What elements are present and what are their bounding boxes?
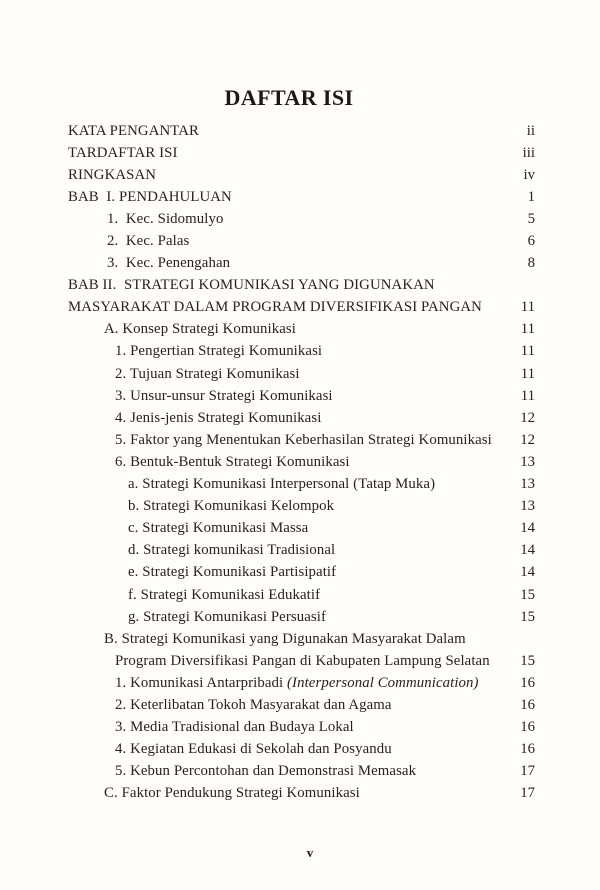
- toc-entry: [68, 429, 535, 451]
- toc-entry-page-number: 11: [520, 387, 535, 404]
- toc-entry-page-number: 17: [520, 785, 535, 802]
- toc-entry-page-number: 15: [520, 652, 535, 669]
- toc-entry-page-number: 13: [520, 476, 535, 493]
- toc-entry-page-number: ii: [526, 122, 535, 139]
- toc-entry-label: 1. Pengertian Strategi Komunikasi: [115, 343, 323, 360]
- toc-entry-label: A. Konsep Strategi Komunikasi: [104, 321, 296, 338]
- toc-entry-label: 4. Kegiatan Edukasi di Sekolah dan Posyandu: [115, 741, 392, 758]
- toc-entry-page-number: 16: [520, 674, 535, 691]
- toc-entry-page-number: 12: [520, 431, 535, 448]
- toc-entry: [68, 761, 535, 783]
- toc-entry-label: 5. Kebun Percontohan dan Demonstrasi Memasak: [115, 763, 417, 780]
- toc-entry-page-number: 12: [520, 409, 535, 426]
- toc-entry-label: BAB II. STRATEGI KOMUNIKASI YANG DIGUNAKAN: [68, 277, 435, 294]
- toc-entry: [68, 319, 535, 341]
- toc-entry-label: g. Strategi Komunikasi Persuasif: [128, 608, 327, 625]
- toc-entry: [68, 650, 535, 672]
- toc-entry: [68, 208, 535, 230]
- toc-entry-page-number: 14: [520, 564, 535, 581]
- toc-entry-label: Program Diversifikasi Pangan di Kabupaten Lampung Selatan: [115, 652, 490, 669]
- toc-entry-label: 2. Keterlibatan Tokoh Masyarakat dan Agama: [115, 696, 392, 713]
- toc-entry-page-number: 11: [520, 321, 535, 338]
- toc-entry: [68, 496, 535, 518]
- toc-entry: [68, 341, 535, 363]
- toc-entry: [68, 474, 535, 496]
- toc-entry-label: 3. Media Tradisional dan Budaya Lokal: [115, 719, 354, 736]
- toc-entry-label: a. Strategi Komunikasi Interpersonal (Tatap Muka): [128, 476, 436, 493]
- toc-entry-label: 6. Bentuk-Bentuk Strategi Komunikasi: [115, 453, 350, 470]
- toc-entry-label: 2. Tujuan Strategi Komunikasi: [115, 365, 300, 382]
- toc-entry-page-number: 5: [527, 210, 535, 227]
- folio-page-number: v: [306, 845, 314, 860]
- toc-entry-label: KATA PENGANTAR: [68, 122, 199, 139]
- toc-entry: [68, 297, 535, 319]
- toc-entry-page-number: 14: [520, 542, 535, 559]
- toc-entry: [68, 562, 535, 584]
- toc-entry-label: 3. Kec. Penengahan: [107, 255, 231, 272]
- toc-entry-label: d. Strategi komunikasi Tradisional: [128, 542, 336, 559]
- toc-entry-label: RINGKASAN: [68, 166, 157, 183]
- toc-entry-label: f. Strategi Komunikasi Edukatif: [128, 586, 321, 603]
- toc-entry-label: 1. Kec. Sidomulyo: [107, 210, 224, 227]
- toc-entry-label: 3. Unsur-unsur Strategi Komunikasi: [115, 387, 333, 404]
- toc-entry-page-number: 13: [520, 498, 535, 515]
- toc-entry-page-number: 8: [527, 255, 535, 272]
- toc-entry-page-number: 1: [527, 188, 535, 205]
- toc-entry-page-number: 14: [520, 520, 535, 537]
- toc-entry-label-italic: (Interpersonal Communication): [287, 674, 479, 691]
- page-title: DAFTAR ISI: [224, 84, 354, 110]
- toc-entry-page-number: 11: [520, 365, 535, 382]
- toc-entry: [68, 407, 535, 429]
- toc-entry-label: C. Faktor Pendukung Strategi Komunikasi: [104, 785, 360, 802]
- toc-entry: [68, 584, 535, 606]
- toc-entry-page-number: 13: [520, 453, 535, 470]
- toc-entry-page-number: 16: [520, 696, 535, 713]
- toc-entry: [68, 672, 535, 694]
- toc-entry-page-number: 17: [520, 763, 535, 780]
- table-of-contents: [68, 120, 535, 805]
- toc-entry-page-number: 11: [520, 343, 535, 360]
- toc-entry: [68, 540, 535, 562]
- toc-entry: [68, 451, 535, 473]
- toc-entry-page-number: 15: [520, 608, 535, 625]
- toc-entry-label: c. Strategi Komunikasi Massa: [128, 520, 309, 537]
- toc-entry: [68, 230, 535, 252]
- toc-entry-page-number: 11: [520, 299, 535, 316]
- toc-entry: [68, 186, 535, 208]
- toc-entry: [68, 739, 535, 761]
- toc-entry-label: b. Strategi Komunikasi Kelompok: [128, 498, 335, 515]
- toc-entry-label: 5. Faktor yang Menentukan Keberhasilan Strategi Komunikasi: [115, 431, 492, 448]
- toc-entry-label: BAB I. PENDAHULUAN: [68, 188, 232, 205]
- toc-entry-label: e. Strategi Komunikasi Partisipatif: [128, 564, 337, 581]
- toc-entry: [68, 385, 535, 407]
- toc-entry-page-number: 15: [520, 586, 535, 603]
- toc-entry: [68, 142, 535, 164]
- toc-entry-label: MASYARAKAT DALAM PROGRAM DIVERSIFIKASI PANGAN: [68, 299, 482, 316]
- toc-entry: [68, 606, 535, 628]
- toc-entry-page-number: iii: [522, 144, 535, 161]
- toc-entry-page-number: 6: [527, 233, 535, 250]
- toc-entry-label: TARDAFTAR ISI: [68, 144, 178, 161]
- toc-entry-label: 1. Komunikasi Antarpribadi (Interpersonal Communication): [115, 674, 479, 691]
- toc-entry-page-number: 16: [520, 741, 535, 758]
- toc-entry: [68, 120, 535, 142]
- toc-entry: [68, 783, 535, 805]
- toc-entry-label: B. Strategi Komunikasi yang Digunakan Masyarakat Dalam: [104, 630, 466, 647]
- toc-entry-label: 4. Jenis-jenis Strategi Komunikasi: [115, 409, 322, 426]
- toc-entry: [68, 628, 535, 650]
- toc-entry: [68, 363, 535, 385]
- toc-entry: [68, 717, 535, 739]
- toc-entry: [68, 253, 535, 275]
- toc-entry-label: 2. Kec. Palas: [107, 233, 190, 250]
- toc-entry: [68, 275, 535, 297]
- toc-entry: [68, 164, 535, 186]
- toc-entry: [68, 518, 535, 540]
- toc-entry-page-number: 16: [520, 719, 535, 736]
- toc-entry: [68, 694, 535, 716]
- toc-entry-page-number: iv: [523, 166, 535, 183]
